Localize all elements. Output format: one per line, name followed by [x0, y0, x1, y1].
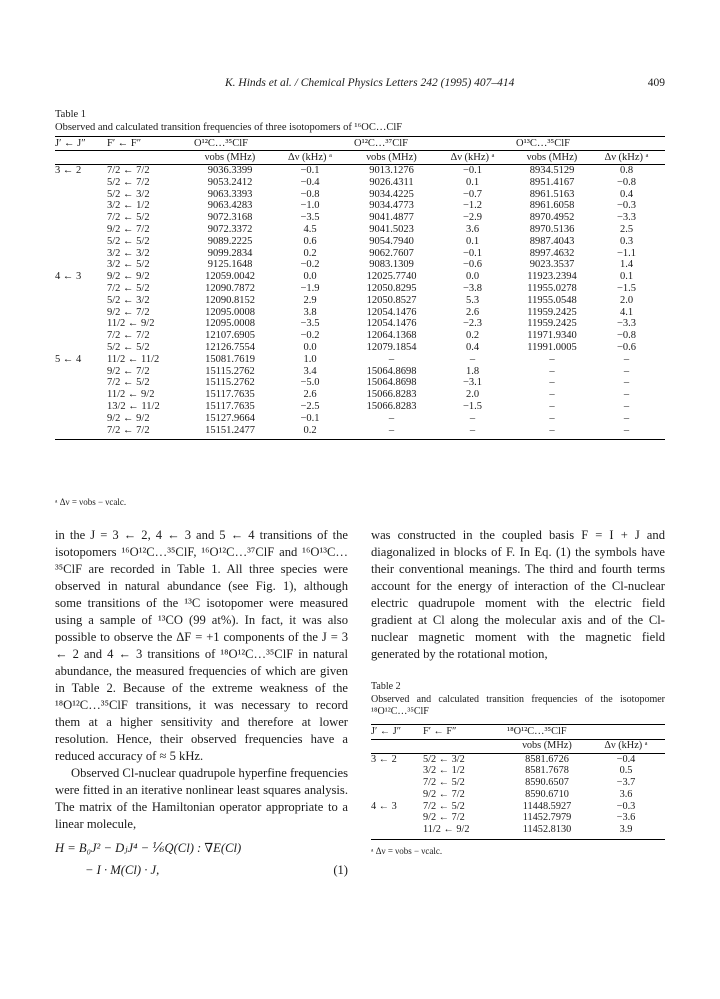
table1-cell: 7/2 ← 5/2 [107, 377, 150, 389]
table1-cell: – [623, 377, 630, 389]
table1-cell: −0.6 [462, 259, 483, 271]
table1-sub-obs: νobs (MHz) [194, 151, 266, 165]
table1-cell: −3.5 [300, 212, 320, 224]
table1-cell: 11/2 ← 11/2 [107, 353, 160, 365]
table2-cell: −3.6 [616, 812, 636, 824]
table2-row [371, 777, 665, 789]
table1-cell: −3.1 [462, 377, 483, 389]
table1-cell: 5/2 ← 5/2 [107, 341, 150, 353]
table1-cell: 7/2 ← 7/2 [107, 165, 150, 176]
table1-cell: – [388, 353, 395, 365]
table1-cell: −5.0 [300, 377, 320, 389]
table1-cell: 3.8 [303, 306, 317, 318]
table1-cell: 15064.8698 [366, 365, 417, 377]
table1-cell: 0.6 [303, 235, 317, 247]
table1-cell: 4.1 [619, 306, 634, 318]
table1-cell: 2.6 [465, 306, 480, 318]
table2-row [371, 812, 665, 824]
table1-row [55, 401, 665, 413]
table2-cell: 9/2 ← 7/2 [423, 788, 465, 800]
table1-cell: – [549, 365, 555, 377]
table2-sub-obs: νobs (MHz) [507, 739, 587, 753]
table1-cell: −0.1 [462, 247, 483, 259]
paragraph-right-1: was constructed in the coupled basis F = I + J and diagonalized in blocks of F. In Eq. (1) the symbols have their conventional meanings. The third and fourth terms account for the energy of interaction of the Cl-nuclear electric quadrupole moment with the electric field gradient at Cl along the molecular axis and of the Cl-nuclear magnetic moment with the magnetic field generated by the rotational motion, [371, 528, 665, 661]
table1-label: Table 1 [55, 109, 87, 120]
table1-cell: 5 ← 4 [55, 353, 82, 365]
table1-cell: 0.1 [619, 271, 634, 283]
table2-caption-block [371, 681, 665, 719]
table2-row [371, 801, 665, 813]
table1-cell: 5/2 ← 5/2 [107, 235, 150, 247]
table1-cell: 0.0 [303, 271, 317, 283]
table1-cell: 11955.0548 [527, 294, 577, 306]
table1-cell: – [549, 377, 555, 389]
table1-cell: 0.2 [303, 247, 317, 259]
table1-iso-3: O¹³C…³⁵ClF [516, 137, 665, 151]
table1-cell: 12090.8152 [205, 294, 255, 306]
table2-row [371, 789, 665, 801]
table1-sub-obs: νobs (MHz) [516, 151, 588, 165]
table1-row [55, 165, 665, 177]
table1-cell: 11/2 ← 9/2 [107, 389, 155, 401]
table1-cell: 5.3 [465, 294, 480, 306]
table1-cell [55, 212, 107, 224]
table1-col-f: F′ ← F″ [107, 137, 194, 151]
table1-cell: 1.8 [465, 365, 480, 377]
table1-cell: – [623, 365, 630, 377]
table1-cell: 12025.7740 [366, 271, 417, 283]
table1-cell: 0.1 [465, 176, 480, 188]
table1-cell: 5/2 ← 7/2 [107, 176, 150, 188]
table1-cell: −0.2 [300, 259, 320, 271]
table1-cell: 9026.4311 [369, 176, 414, 188]
equation-1 [55, 837, 348, 881]
table1-cell: 9063.4283 [207, 200, 253, 212]
table1-cell: – [623, 353, 630, 365]
equation-line-1: H = B₀J² − DⱼJ⁴ − ⅙Q(Cl) : ∇E(Cl) [55, 841, 242, 855]
table1-cell: 12079.1854 [366, 341, 417, 353]
table2-cell: 7/2 ← 5/2 [423, 800, 465, 812]
table1-cell: 4 ← 3 [55, 271, 82, 283]
table2-cell: 8581.7678 [525, 765, 569, 777]
table1-cell: 12059.0042 [205, 271, 255, 283]
table1-cell [55, 342, 107, 354]
table1-cell: 2.6 [303, 389, 317, 401]
paragraph-left-2: Observed Cl-nuclear quadrupole hyperfine frequencies were fitted in an iterative nonlinear least squares analysis. The matrix of the Hamiltonian operator appropriate to a linear molecule, [55, 766, 348, 831]
table1-cell: – [469, 412, 476, 424]
table1-footnote: ᵃ Δν = νobs − νcalc. [55, 497, 127, 507]
table2-col-f: F′ ← F″ [423, 724, 507, 739]
table1-cell: 3 ← 2 [55, 165, 82, 176]
table1-cell: – [388, 412, 395, 424]
equation-line-2: − I · M(Cl) · J, [85, 863, 160, 877]
table2-cell: −0.4 [616, 753, 636, 765]
table2 [371, 724, 665, 841]
table1-cell: 2.0 [465, 389, 480, 401]
table1-cell: −0.6 [616, 341, 637, 353]
table1-cell: −1.1 [616, 247, 637, 259]
table1-cell: 11971.9340 [527, 330, 577, 342]
table1-cell: 9063.3393 [207, 188, 253, 200]
table1-row [55, 295, 665, 307]
table1-cell: −0.1 [300, 412, 320, 424]
table1-cell: 0.1 [465, 235, 480, 247]
table1-cell: −0.8 [616, 330, 637, 342]
table1-cell: 1.4 [619, 259, 634, 271]
right-column [371, 527, 665, 860]
table1-cell: −0.4 [300, 176, 320, 188]
table1-cell: 11959.2425 [527, 306, 577, 318]
table1-cell [55, 318, 107, 330]
table1-cell: 15066.8283 [366, 389, 417, 401]
table1-cell: 8970.4952 [529, 212, 575, 224]
table2-sub-delta: Δν (kHz) ᵃ [587, 739, 665, 753]
table1-row [55, 283, 665, 295]
table1-cell: 7/2 ← 5/2 [107, 282, 150, 294]
table1-cell: – [549, 412, 555, 424]
table1-cell: 0.4 [465, 341, 480, 353]
table1-cell: 12126.7554 [205, 341, 255, 353]
table1-cell: 9023.3537 [529, 259, 575, 271]
table1-cell: – [623, 389, 630, 401]
table1-cell [55, 189, 107, 201]
table1-row [55, 425, 665, 440]
table1-row [55, 342, 665, 354]
table1-cell [55, 413, 107, 425]
table1-row [55, 189, 665, 201]
table1-cell: 12054.1476 [366, 318, 417, 330]
table1-cell [55, 283, 107, 295]
table1-cell: −2.3 [462, 318, 483, 330]
table1-cell: 11959.2425 [527, 318, 577, 330]
table1-cell: −2.5 [300, 400, 320, 412]
table2-cell: 0.5 [619, 765, 633, 777]
table1-cell: 9072.3372 [207, 223, 253, 235]
table1-cell: 12050.8295 [366, 282, 417, 294]
table1-iso-2: O¹²C…³⁷ClF [354, 137, 516, 151]
table1-cell: 12050.8527 [366, 294, 417, 306]
table1-cell: 7/2 ← 7/2 [107, 425, 194, 440]
table1-cell [55, 295, 107, 307]
table1-cell [55, 425, 107, 440]
table1-cell: 8997.4632 [529, 247, 575, 259]
table1-row [55, 377, 665, 389]
table1-cell: −2.9 [462, 212, 483, 224]
table1-cell: 5/2 ← 3/2 [107, 294, 150, 306]
table1-sub-obs: νobs (MHz) [354, 151, 429, 165]
table1-cell [55, 330, 107, 342]
table1-row [55, 354, 665, 366]
table1-cell: 12090.7872 [205, 282, 255, 294]
table2-cell [371, 765, 423, 777]
table1-cell [55, 307, 107, 319]
table1-cell: 9072.3168 [207, 212, 253, 224]
table1-cell: 9/2 ← 7/2 [107, 365, 150, 377]
table2-caption: Observed and calculated transition frequencies of the isotopomer ¹⁸O¹²C…³⁵ClF [371, 693, 665, 717]
table1-cell: 9034.4225 [369, 188, 414, 200]
table1-cell: 9/2 ← 9/2 [107, 412, 150, 424]
table1-cell: 9041.4877 [369, 212, 414, 224]
table1-cell: 15117.7635 [205, 389, 255, 401]
table1-cell: 8961.5163 [529, 188, 575, 200]
table2-iso: ¹⁸O¹²C…³⁵ClF [507, 724, 665, 739]
table1-cell: – [588, 425, 665, 440]
table1-cell: 12107.6905 [205, 330, 255, 342]
table2-cell: 11/2 ← 9/2 [423, 824, 507, 839]
table1-cell: 0.0 [303, 341, 317, 353]
table1-cell: 12054.1476 [366, 306, 417, 318]
table1-iso-1: O¹²C…³⁵ClF [194, 137, 354, 151]
table1-cell: 12064.1368 [366, 330, 417, 342]
table1-cell: 0.0 [465, 271, 480, 283]
table2-cell: 9/2 ← 7/2 [423, 812, 465, 824]
table1-cell: 9/2 ← 7/2 [107, 223, 150, 235]
table1-cell: 3.4 [303, 365, 317, 377]
table1-row [55, 318, 665, 330]
table1-cell: 11923.2394 [527, 271, 577, 283]
table1-cell: 8951.4167 [529, 176, 575, 188]
table1-row [55, 224, 665, 236]
table1-cell: −3.8 [462, 282, 483, 294]
table1-cell: 0.8 [619, 165, 634, 176]
table1-cell: −0.1 [462, 165, 483, 176]
left-column [55, 527, 348, 881]
table1-cell: 0.2 [266, 425, 354, 440]
table1-row [55, 271, 665, 283]
table1-cell: 5/2 ← 3/2 [107, 188, 150, 200]
table1-cell: 9053.2412 [207, 176, 253, 188]
table1-cell: −1.9 [300, 282, 320, 294]
table1-cell: – [429, 425, 516, 440]
table1-cell: – [623, 400, 630, 412]
table2-col-j: J′ ← J″ [371, 724, 423, 739]
table1-cell: 0.2 [465, 330, 480, 342]
table2-cell [371, 789, 423, 801]
table1-cell: 15115.2762 [205, 365, 255, 377]
table1-row [55, 366, 665, 378]
table1-cell: 9089.2225 [207, 235, 253, 247]
page-number: 409 [647, 77, 665, 89]
table1-row [55, 259, 665, 271]
table1-cell: −1.0 [300, 200, 320, 212]
table1-cell: 2.9 [303, 294, 317, 306]
table1-cell: 0.4 [619, 188, 634, 200]
table1-cell: 9099.2834 [207, 247, 253, 259]
table2-cell: 11452.8130 [507, 824, 587, 839]
table1-cell: 15081.7619 [205, 353, 255, 365]
table2-cell [371, 824, 423, 839]
table1-cell: 8934.5129 [529, 165, 575, 176]
table1-cell: 8970.5136 [529, 223, 575, 235]
table1-cell: – [516, 425, 588, 440]
table1-cell: 11/2 ← 9/2 [107, 318, 155, 330]
table2-cell: 8581.6726 [525, 753, 569, 765]
table2-row [371, 753, 665, 765]
table1-cell: 9062.7607 [369, 247, 414, 259]
table1-row [55, 413, 665, 425]
table1-cell: 9041.5023 [369, 223, 414, 235]
table1-caption: Observed and calculated transition frequencies of three isotopomers of ¹⁶OC…ClF [55, 122, 403, 133]
table1 [55, 136, 665, 440]
table1-cell [55, 377, 107, 389]
table1-cell: 15066.8283 [366, 400, 417, 412]
table1-row [55, 177, 665, 189]
table1-cell: −0.8 [300, 188, 320, 200]
table1-cell: −3.3 [616, 318, 637, 330]
table1-cell [55, 389, 107, 401]
table2-cell: 11452.7979 [522, 812, 572, 824]
table2-cell: 3 ← 2 [371, 753, 397, 765]
table2-cell: 3.6 [619, 788, 633, 800]
table1-cell: – [549, 400, 555, 412]
table1-cell: 4.5 [303, 223, 317, 235]
table1-cell: – [354, 425, 429, 440]
table1-row [55, 200, 665, 212]
table1-cell: −0.3 [616, 200, 637, 212]
table1-col-j: J′ ← J″ [55, 137, 107, 151]
table2-label: Table 2 [371, 681, 401, 692]
table1-cell: 9125.1648 [207, 259, 253, 271]
table1-cell: −1.5 [616, 282, 637, 294]
table1-cell: 9083.1309 [369, 259, 414, 271]
table1-cell: 8987.4043 [529, 235, 575, 247]
table2-cell: 3.9 [587, 824, 665, 839]
table1-cell: 9013.1276 [369, 165, 414, 176]
table1-cell: – [623, 412, 630, 424]
table1-cell: 2.0 [619, 294, 634, 306]
table1-body [55, 165, 665, 440]
table1-cell: 11955.0278 [527, 282, 577, 294]
table1-cell [55, 401, 107, 413]
table1-cell: 13/2 ← 11/2 [107, 400, 160, 412]
table1-cell: 2.5 [619, 223, 634, 235]
table2-cell: −3.7 [616, 777, 636, 789]
table2-cell: −0.3 [616, 800, 636, 812]
table1-sub-delta: Δν (kHz) ᵃ [588, 151, 665, 165]
table1-cell: −0.8 [616, 176, 637, 188]
table1-row [55, 212, 665, 224]
table1-cell: 9036.3399 [207, 165, 253, 176]
table1-cell [55, 366, 107, 378]
table1-cell: – [549, 389, 555, 401]
table1-row [55, 389, 665, 401]
table1-cell [55, 248, 107, 260]
table1-caption-block [55, 108, 402, 134]
table2-cell: 4 ← 3 [371, 800, 397, 812]
table1-cell [55, 259, 107, 271]
table1-row [55, 248, 665, 260]
equation-number: (1) [333, 863, 348, 877]
table1-cell: 9034.4773 [369, 200, 414, 212]
table1-cell: 15151.2477 [194, 425, 266, 440]
table1-cell: – [549, 353, 555, 365]
journal-citation: K. Hinds et al. / Chemical Physics Letters 242 (1995) 407–414 [225, 77, 515, 89]
table1-cell: −1.5 [462, 400, 483, 412]
table2-cell [371, 777, 423, 789]
table1-sub-delta: Δν (kHz) ᵃ [266, 151, 354, 165]
table1-cell: −1.2 [462, 200, 483, 212]
table1-cell: −0.1 [300, 165, 320, 176]
table1-cell: 7/2 ← 5/2 [107, 212, 150, 224]
table1-cell: 15064.8698 [366, 377, 417, 389]
table1-cell [55, 200, 107, 212]
table1-cell: 0.3 [619, 235, 634, 247]
table1-cell: 8961.6058 [529, 200, 575, 212]
table1-cell: 12095.0008 [205, 318, 255, 330]
table1-cell [55, 224, 107, 236]
table1-row [55, 330, 665, 342]
table2-cell: 8590.6710 [525, 788, 569, 800]
table2-row [371, 765, 665, 777]
table1-cell: 9/2 ← 9/2 [107, 271, 150, 283]
table2-cell: 11448.5927 [522, 800, 572, 812]
table1-cell: 15115.2762 [205, 377, 255, 389]
table1-sub-delta: Δν (kHz) ᵃ [429, 151, 516, 165]
table1-cell: 3/2 ← 5/2 [107, 259, 150, 271]
table1-cell: 3/2 ← 1/2 [107, 200, 150, 212]
table1-cell: −3.3 [616, 212, 637, 224]
table1-cell: 3.6 [465, 223, 480, 235]
table1-cell: 12095.0008 [205, 306, 255, 318]
table1-cell: −0.2 [300, 330, 320, 342]
table1-cell: 7/2 ← 7/2 [107, 330, 150, 342]
table1-row [55, 236, 665, 248]
table1-cell: 9054.7940 [369, 235, 414, 247]
table2-cell: 3/2 ← 1/2 [423, 765, 465, 777]
table2-cell [371, 812, 423, 824]
table1-cell: 9/2 ← 7/2 [107, 306, 150, 318]
table2-cell: 5/2 ← 3/2 [423, 753, 465, 765]
table2-body [371, 753, 665, 840]
table1-cell: 1.0 [303, 353, 317, 365]
table1-cell: 15117.7635 [205, 400, 255, 412]
table2-footnote: ᵃ Δν = νobs − νcalc. [371, 846, 443, 857]
table1-cell [55, 236, 107, 248]
table1-row [55, 307, 665, 319]
table1-cell: 3/2 ← 3/2 [107, 247, 150, 259]
table1-cell: – [469, 353, 476, 365]
table1-cell [55, 177, 107, 189]
paragraph-left-1: in the J = 3 ← 2, 4 ← 3 and 5 ← 4 transitions of the isotopomers ¹⁶O¹²C…³⁵ClF, ¹⁶O¹²C…³⁷ClF and ¹⁶O¹³C…³⁵ClF are recorded in Table 1. All three species were observed in natural abundance (see Fig. 1), although some transitions of the ¹³C isotopomer were measured using a sample of ¹³CO (99 at%). In fact, it was also possible to observe the ΔF = +1 components of the J = 3 ← 2 and 4 ← 3 transitions of ¹⁸O¹²C…³⁵ClF in natural abundance, the measured frequencies of which are given in Table 2. Because of the extreme weakness of the ¹⁸O¹²C…³⁵ClF transitions, it was necessary to record them at a higher sensitivity and therefore at lower resolution. Hence, their observed frequencies have a reduced accuracy of ≈ 5 kHz. [55, 528, 348, 763]
table2-cell: 8590.6507 [525, 777, 569, 789]
table2-cell: 7/2 ← 5/2 [423, 777, 465, 789]
table1-cell: −0.7 [462, 188, 483, 200]
table1-cell: 15127.9664 [205, 412, 255, 424]
table1-cell: 11991.0005 [527, 341, 577, 353]
table1-cell: −3.5 [300, 318, 320, 330]
table2-row [371, 824, 665, 839]
